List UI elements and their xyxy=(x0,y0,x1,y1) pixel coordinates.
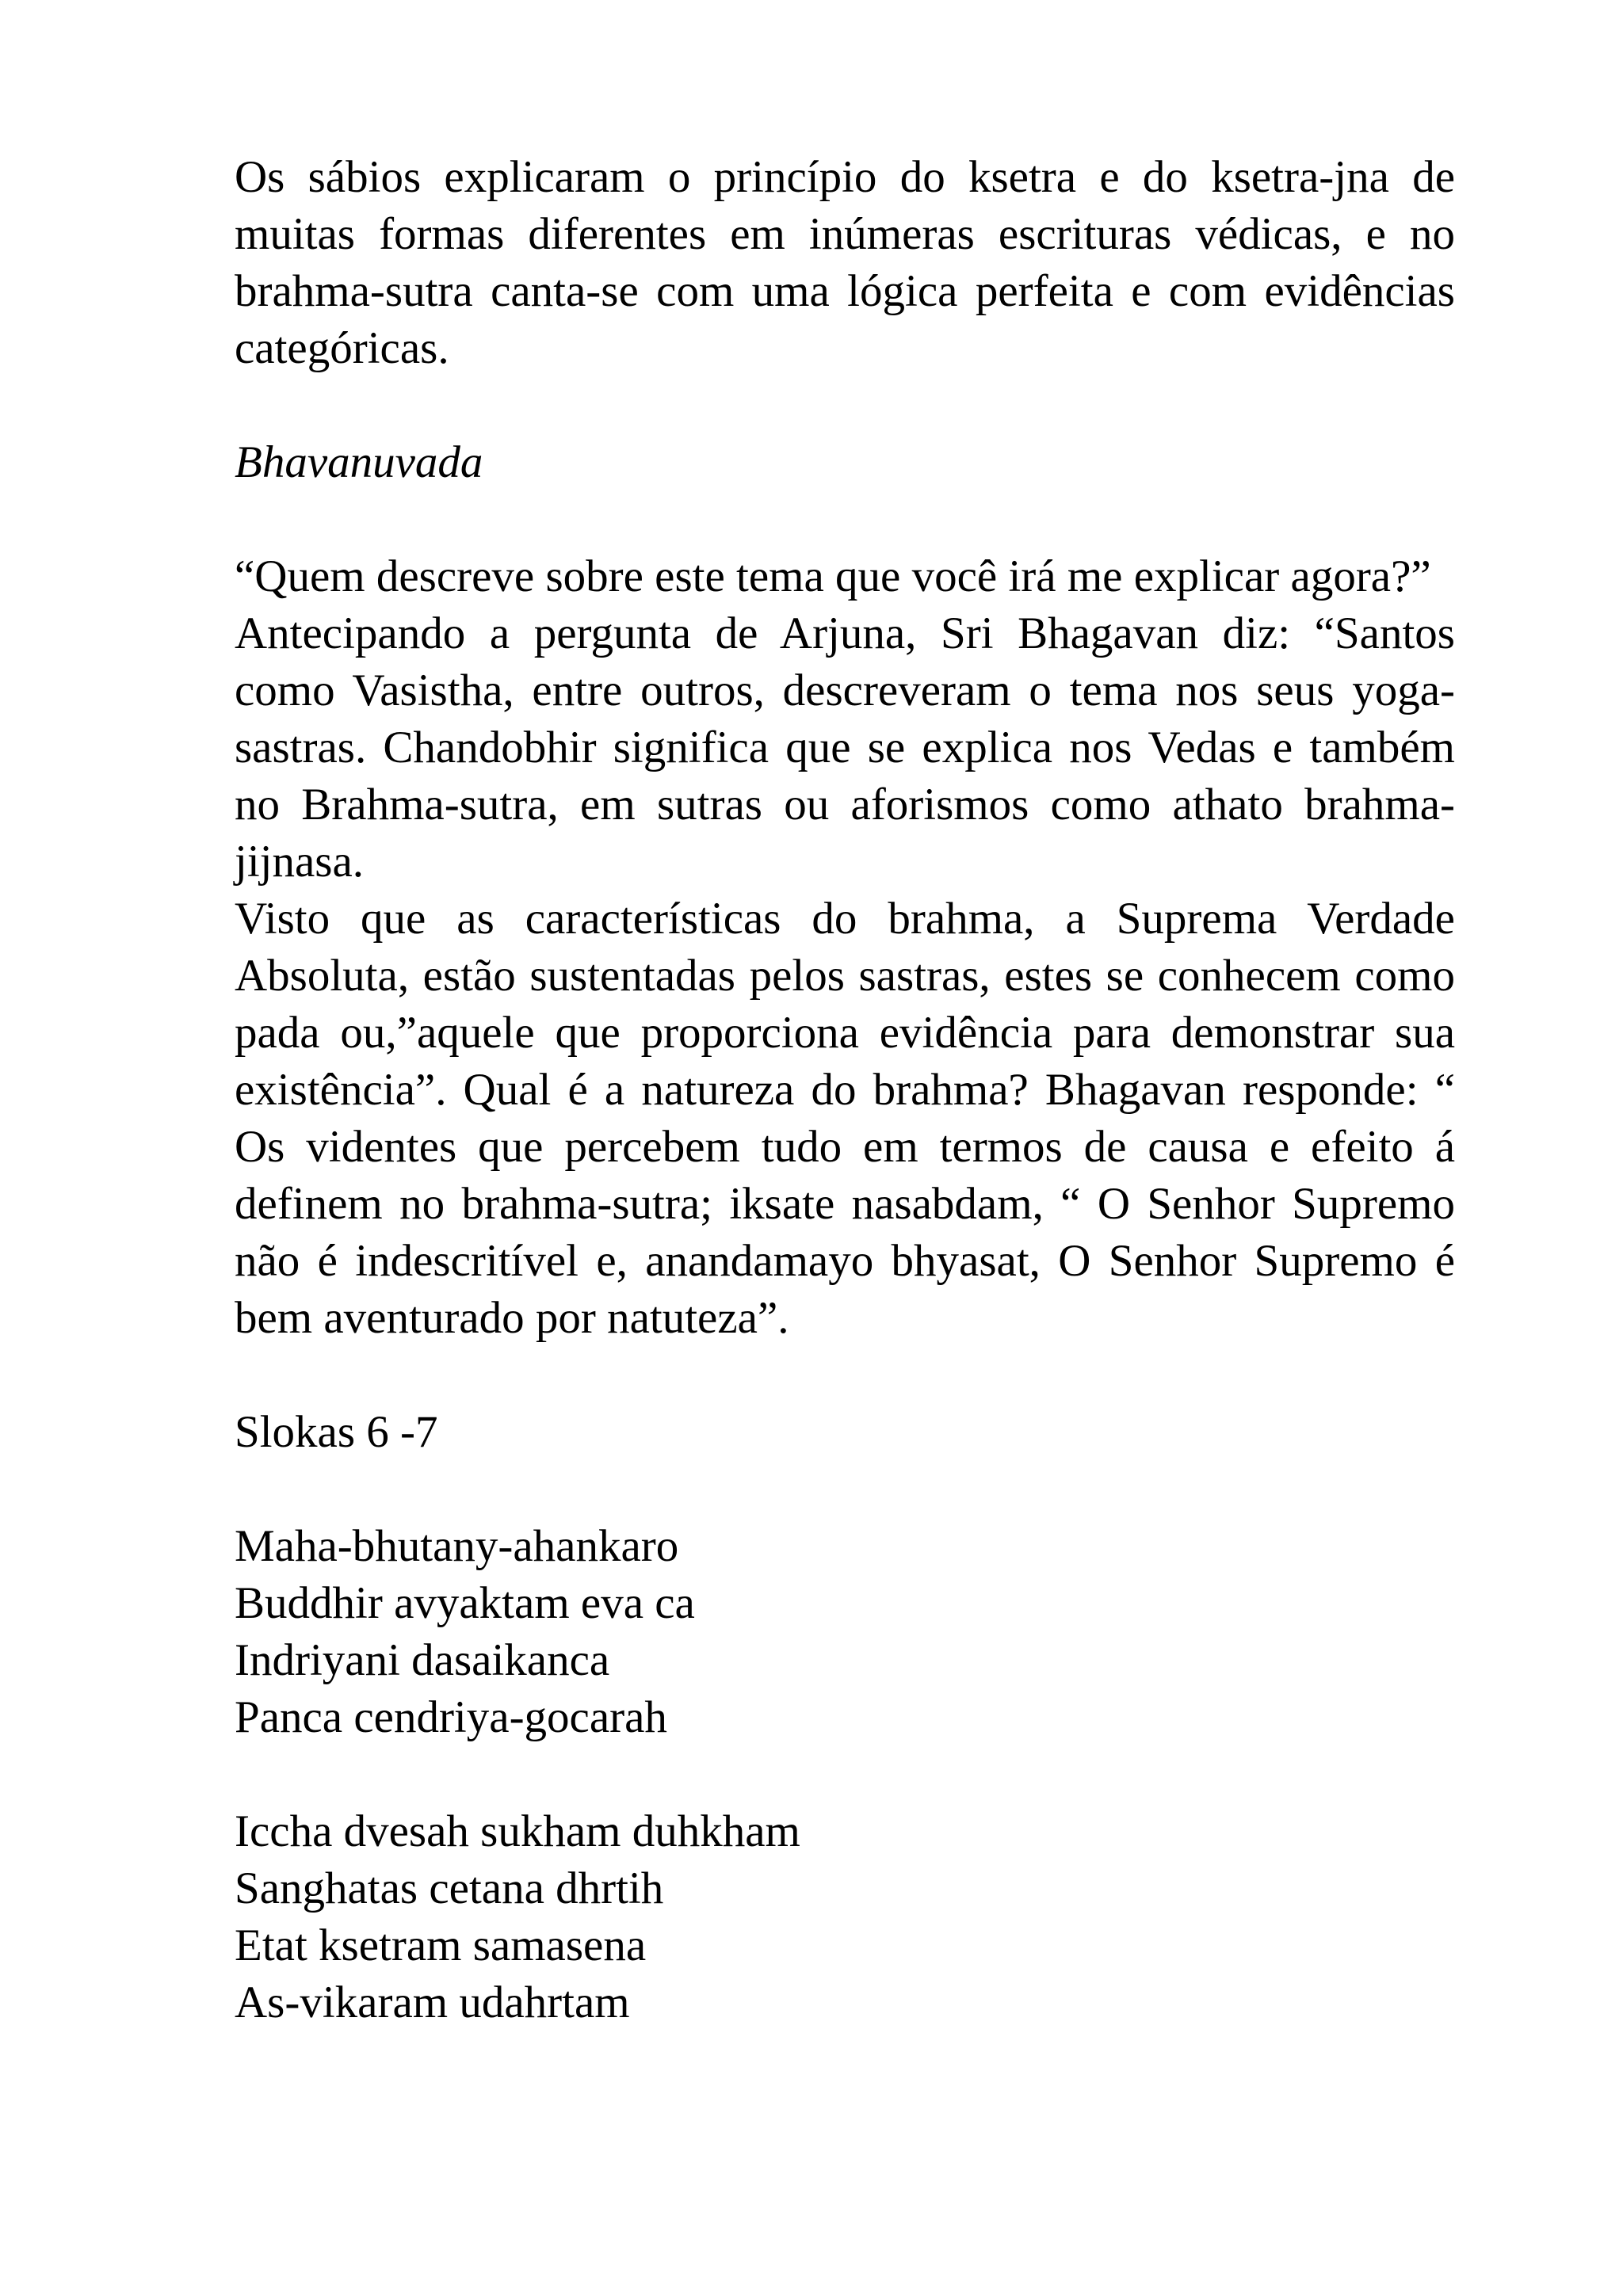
spacer xyxy=(235,491,1455,548)
slokas-heading: Slokas 6 -7 xyxy=(235,1407,438,1457)
body-paragraph-question: “Quem descreve sobre este tema que você irá me explicar agora?” xyxy=(235,551,1431,601)
document-page xyxy=(235,149,1455,2031)
spacer xyxy=(235,377,1455,434)
verse-stanza-2 xyxy=(235,1803,1455,2031)
verse-line: Sanghatas cetana dhrtih xyxy=(235,1863,664,1913)
verse-line: Buddhir avyaktam eva ca xyxy=(235,1578,695,1628)
spacer xyxy=(235,1461,1455,1518)
verse-line: Etat ksetram samasena xyxy=(235,1920,647,1970)
verse-line: As-vikaram udahrtam xyxy=(235,1978,630,2027)
spacer xyxy=(235,1746,1455,1803)
verse-line: Iccha dvesah sukham duhkham xyxy=(235,1806,800,1856)
verse-line: Panca cendriya-gocarah xyxy=(235,1692,667,1742)
verse-line: Indriyani dasaikanca xyxy=(235,1635,610,1685)
verse-line: Maha-bhutany-ahankaro xyxy=(235,1521,679,1571)
body-paragraph-brahma: Visto que as características do brahma, a Suprema Verdade Absoluta, estão sustentadas pelos sastras, estes se conhecem como pada ou,”aquele que proporciona evidência para demonstrar sua existência”. Qual é a natureza do brahma? Bhagavan responde: “ Os videntes que percebem tudo em termos de causa e efeito á definem no brahma-sutra; iksate nasabdam, “ O Senhor Supremo não é indescritível e, anandamayo bhyasat, O Senhor Supremo é bem aventurado por natuteza”. xyxy=(235,894,1455,1343)
intro-paragraph: Os sábios explicaram o princípio do ksetra e do ksetra-jna de muitas formas diferentes em inúmeras escrituras védicas, e no brahma-sutra canta-se com uma lógica perfeita e com evidências categóricas. xyxy=(235,152,1455,373)
body-paragraph-answer: Antecipando a pergunta de Arjuna, Sri Bhagavan diz: “Santos como Vasistha, entre outros, descreveram o tema nos seus yoga-sastras. Chandobhir significa que se explica nos Vedas e também no Brahma-sutra, em sutras ou aforismos como athato brahma-jijnasa. xyxy=(235,608,1455,887)
section-heading: Bhavanuvada xyxy=(235,437,483,487)
spacer xyxy=(235,1347,1455,1404)
verse-stanza-1 xyxy=(235,1518,1455,1746)
